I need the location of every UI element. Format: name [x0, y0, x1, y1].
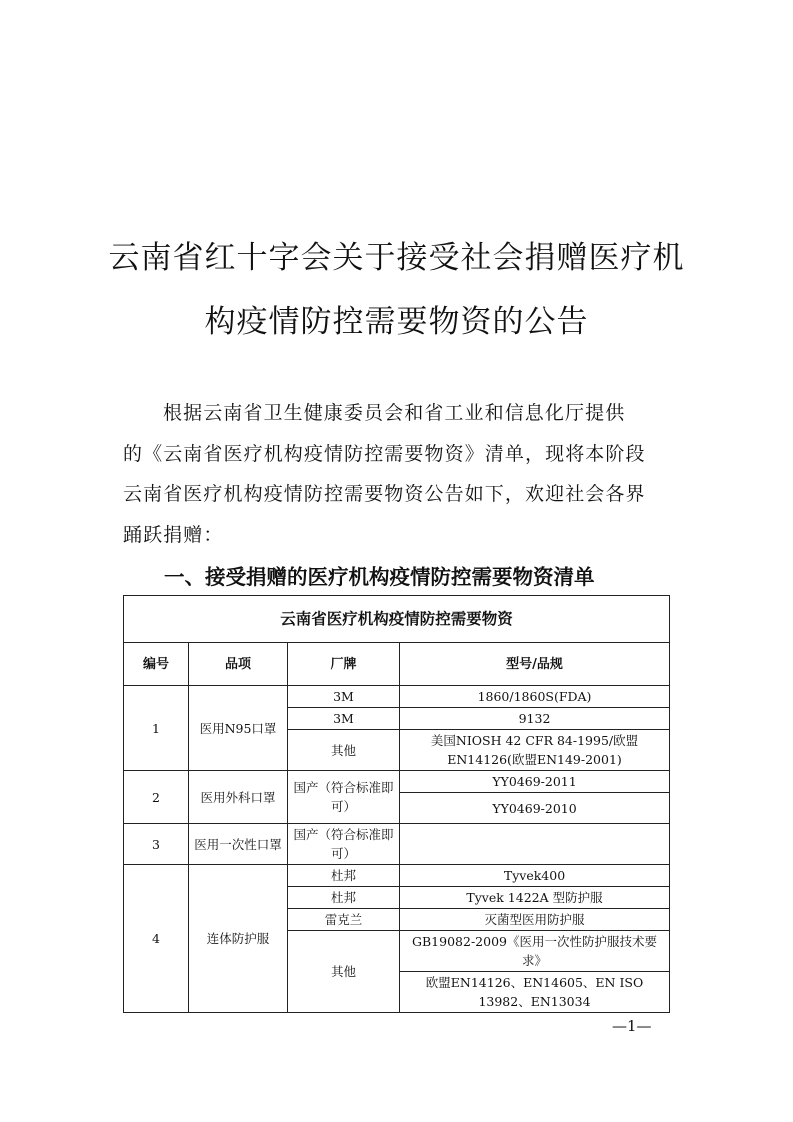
column-header: 编号 — [124, 643, 189, 686]
model-cell — [400, 824, 670, 865]
table-caption: 云南省医疗机构疫情防控需要物资 — [124, 596, 670, 643]
model-cell: 1860/1860S(FDA) — [400, 686, 670, 708]
model-cell: YY0469-2010 — [400, 793, 670, 824]
brand-cell: 国产（符合标准即可） — [288, 771, 400, 824]
intro-line: 根据云南省卫生健康委员会和省工业和信息化厅提供 — [163, 402, 626, 424]
table-header-row — [124, 643, 670, 686]
item-name: 医用一次性口罩 — [189, 824, 288, 865]
model-cell: 美国NIOSH 42 CFR 84-1995/欧盟EN14126(欧盟EN149-2001) — [400, 730, 670, 771]
model-cell: Tyvek 1422A 型防护服 — [400, 887, 670, 909]
table-row — [124, 686, 670, 708]
item-number: 1 — [124, 686, 189, 771]
brand-cell: 3M — [288, 708, 400, 730]
intro-line: 云南省医疗机构疫情防控需要物资公告如下，欢迎社会各界 — [123, 483, 646, 505]
brand-cell: 杜邦 — [288, 865, 400, 887]
table-row — [124, 824, 670, 865]
table-row — [124, 865, 670, 887]
model-cell: GB19082-2009《医用一次性防护服技术要求》 — [400, 931, 670, 972]
model-cell: YY0469-2011 — [400, 771, 670, 793]
table-caption-row — [124, 596, 670, 643]
title-line-1: 云南省红十字会关于接受社会捐赠医疗机 — [108, 240, 685, 276]
title-line-2: 构疫情防控需要物资的公告 — [204, 304, 589, 340]
item-number: 4 — [124, 865, 189, 1013]
column-header: 品项 — [189, 643, 288, 686]
supplies-table — [123, 595, 670, 1013]
model-cell: 9132 — [400, 708, 670, 730]
model-cell: Tyvek400 — [400, 865, 670, 887]
brand-cell: 其他 — [288, 730, 400, 771]
brand-cell: 杜邦 — [288, 887, 400, 909]
model-cell: 灭菌型医用防护服 — [400, 909, 670, 931]
item-number: 3 — [124, 824, 189, 865]
page-number: —1— — [612, 1017, 652, 1035]
column-header: 厂牌 — [288, 643, 400, 686]
intro-paragraph — [123, 393, 683, 555]
table-row — [124, 771, 670, 793]
item-name: 连体防护服 — [189, 865, 288, 1013]
intro-line: 的《云南省医疗机构疫情防控需要物资》清单，现将本阶段 — [123, 442, 646, 465]
brand-cell: 3M — [288, 686, 400, 708]
section-heading: 一、接受捐赠的医疗机构疫情防控需要物资清单 — [164, 565, 595, 589]
brand-cell: 国产（符合标准即可） — [288, 824, 400, 865]
column-header: 型号/品规 — [400, 643, 670, 686]
model-cell: 欧盟EN14126、EN14605、EN ISO 13982、EN13034 — [400, 972, 670, 1013]
intro-line: 踊跃捐赠： — [123, 523, 224, 546]
item-number: 2 — [124, 771, 189, 824]
item-name: 医用外科口罩 — [189, 771, 288, 824]
brand-cell: 其他 — [288, 931, 400, 1013]
item-name: 医用N95口罩 — [189, 686, 288, 771]
brand-cell: 雷克兰 — [288, 909, 400, 931]
